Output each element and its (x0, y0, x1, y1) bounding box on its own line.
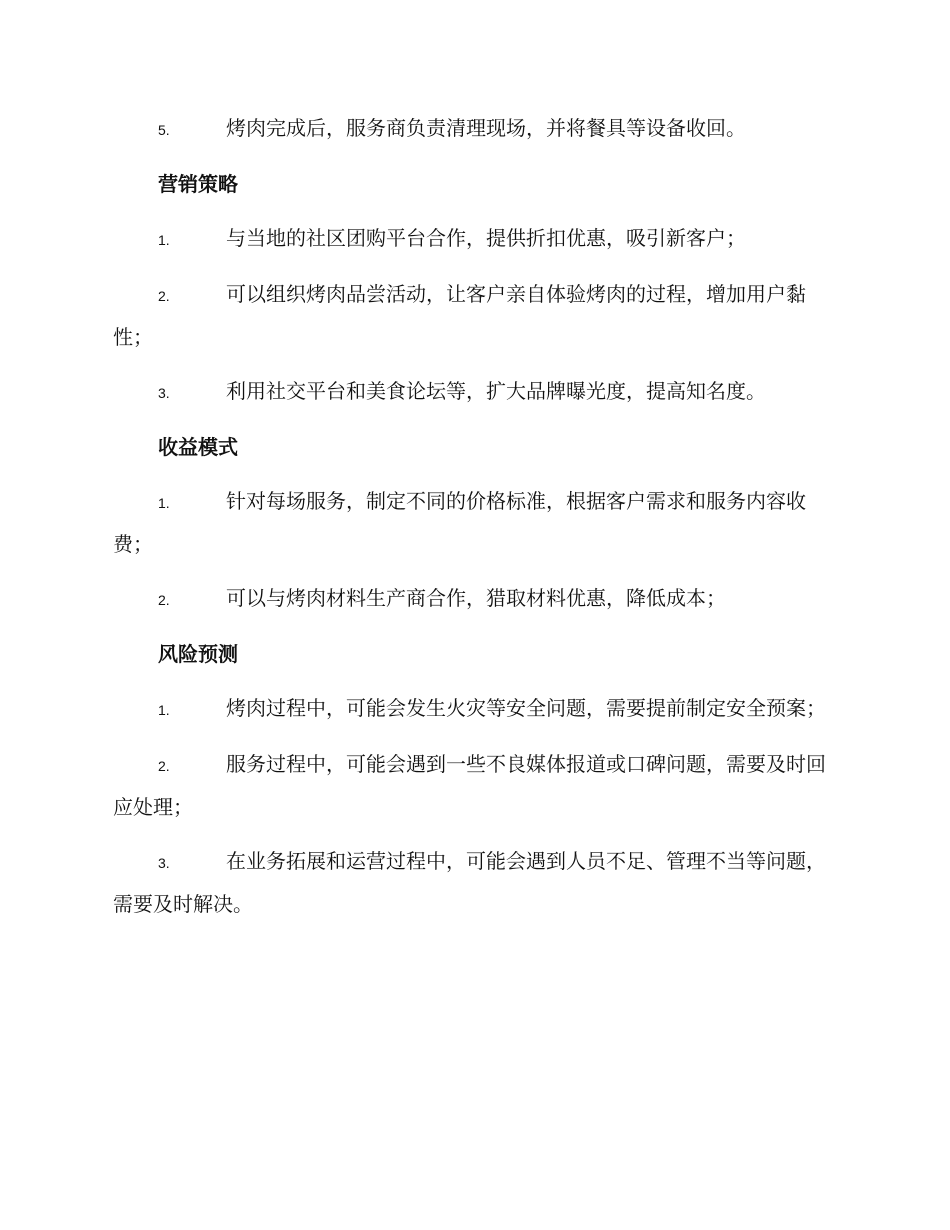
list-item (113, 218, 835, 261)
list-item (113, 108, 835, 151)
list-number: 3. (158, 855, 170, 871)
section-heading-revenue: 收益模式 (158, 435, 238, 459)
list-number: 2. (158, 288, 170, 304)
list-item (113, 744, 835, 828)
list-number: 1. (158, 702, 170, 718)
section-heading-risk: 风险预测 (158, 642, 238, 666)
list-number: 2. (158, 592, 170, 608)
list-text: 与当地的社区团购平台合作，提供折扣优惠，吸引新客户； (226, 226, 746, 250)
list-number: 1. (158, 232, 170, 248)
list-item (113, 688, 835, 731)
section-heading-marketing: 营销策略 (158, 172, 238, 196)
list-item (113, 578, 835, 621)
list-text: 烤肉完成后，服务商负责清理现场，并将餐具等设备收回。 (226, 116, 746, 140)
list-text: 服务过程中，可能会遇到一些不良媒体报道或口碑问题，需要及时回应处理； (113, 752, 826, 819)
list-text: 可以与烤肉材料生产商合作，猎取材料优惠，降低成本； (226, 586, 726, 610)
list-item (113, 841, 835, 925)
list-text: 烤肉过程中，可能会发生火灾等安全问题，需要提前制定安全预案； (226, 696, 826, 720)
list-text: 利用社交平台和美食论坛等，扩大品牌曝光度，提高知名度。 (226, 379, 766, 403)
list-number: 5. (158, 122, 170, 138)
list-item (113, 371, 835, 414)
list-item (113, 274, 835, 358)
list-text: 在业务拓展和运营过程中，可能会遇到人员不足、管理不当等问题，需要及时解决。 (113, 849, 826, 916)
list-number: 1. (158, 495, 170, 511)
list-number: 2. (158, 758, 170, 774)
list-number: 3. (158, 385, 170, 401)
list-text: 可以组织烤肉品尝活动，让客户亲自体验烤肉的过程，增加用户黏性； (113, 282, 806, 349)
list-text: 针对每场服务，制定不同的价格标准，根据客户需求和服务内容收费； (113, 489, 806, 556)
list-item (113, 481, 835, 565)
document-body (113, 108, 835, 938)
